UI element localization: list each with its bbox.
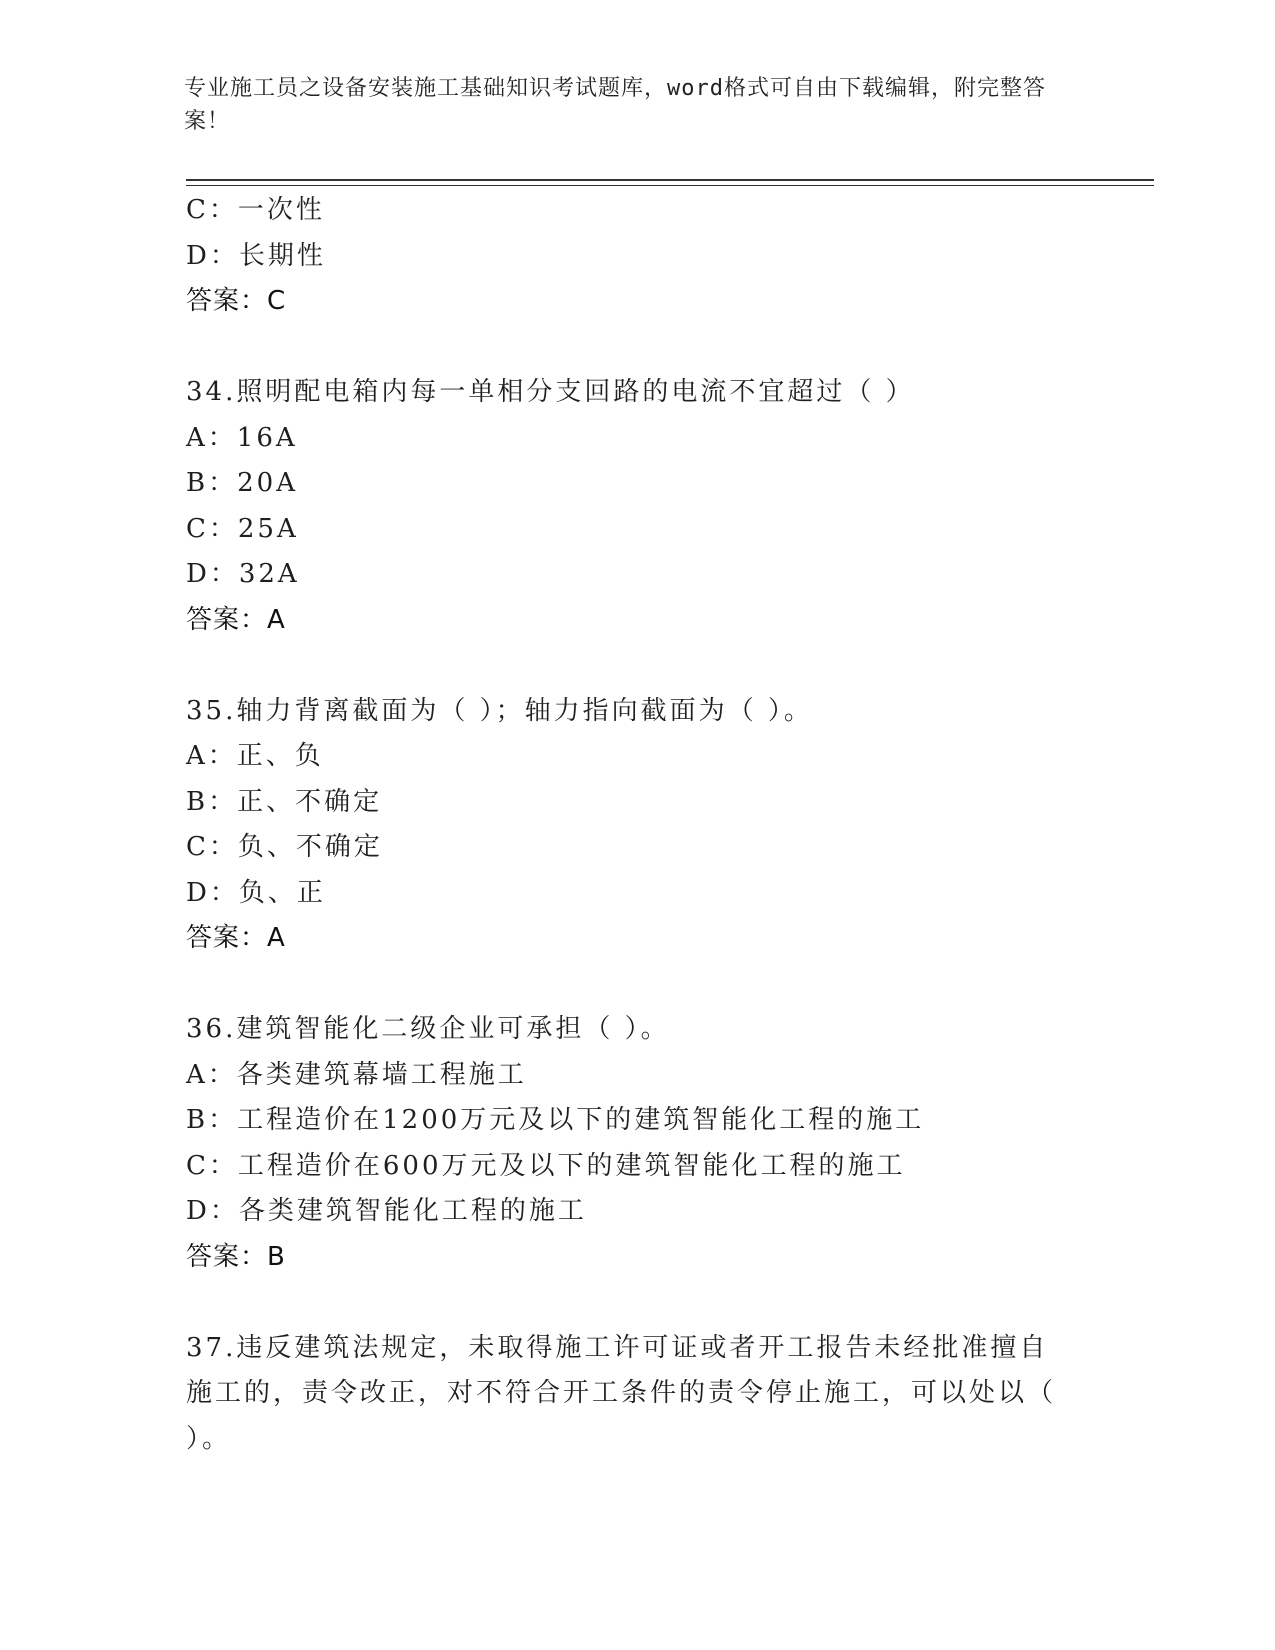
question-block-continued	[186, 188, 1086, 325]
answer: 答案：C	[186, 286, 287, 316]
question-stem: 36.建筑智能化二级企业可承担（ ）。	[186, 1014, 670, 1044]
option-d: D：各类建筑智能化工程的施工	[186, 1196, 587, 1226]
question-list	[186, 188, 1086, 1462]
answer: 答案：A	[186, 923, 286, 953]
question-stem: 34.照明配电箱内每一单相分支回路的电流不宜超过（ ）	[186, 377, 915, 407]
header-divider	[186, 179, 1154, 181]
question-stem: 37.违反建筑法规定，未取得施工许可证或者开工报告未经批准擅自施工的，责令改正，对不符合开工条件的责令停止施工，可以处以（ ）。	[186, 1332, 1057, 1454]
question-block-37	[186, 1326, 1086, 1463]
option-d: D：负、正	[186, 877, 326, 908]
option-c: C：25A	[186, 513, 299, 544]
option-b: B：工程造价在1200万元及以下的建筑智能化工程的施工	[186, 1105, 925, 1135]
answer: 答案：A	[186, 604, 286, 635]
question-block-35	[186, 689, 1086, 962]
option-a: A：16A	[186, 422, 298, 453]
option-a: A：正、负	[186, 741, 324, 771]
answer: 答案：B	[186, 1241, 286, 1272]
question-block-34	[186, 370, 1086, 643]
option-b: B：正、不确定	[186, 786, 383, 817]
question-block-36	[186, 1007, 1086, 1280]
option-a: A：各类建筑幕墙工程施工	[186, 1059, 527, 1090]
header-divider-thin	[186, 185, 1154, 186]
option-d: D：32A	[186, 559, 300, 589]
option-d: D：长期性	[186, 240, 326, 271]
page-header: 专业施工员之设备安装施工基础知识考试题库，word格式可自由下载编辑，附完整答案！	[184, 76, 1046, 134]
option-c: C：负、不确定	[186, 832, 383, 862]
option-c: C：工程造价在600万元及以下的建筑智能化工程的施工	[186, 1150, 906, 1181]
option-c: C：一次性	[186, 195, 325, 225]
option-b: B：20A	[186, 468, 298, 498]
question-stem: 35.轴力背离截面为（ ）；轴力指向截面为（ ）。	[186, 695, 813, 726]
